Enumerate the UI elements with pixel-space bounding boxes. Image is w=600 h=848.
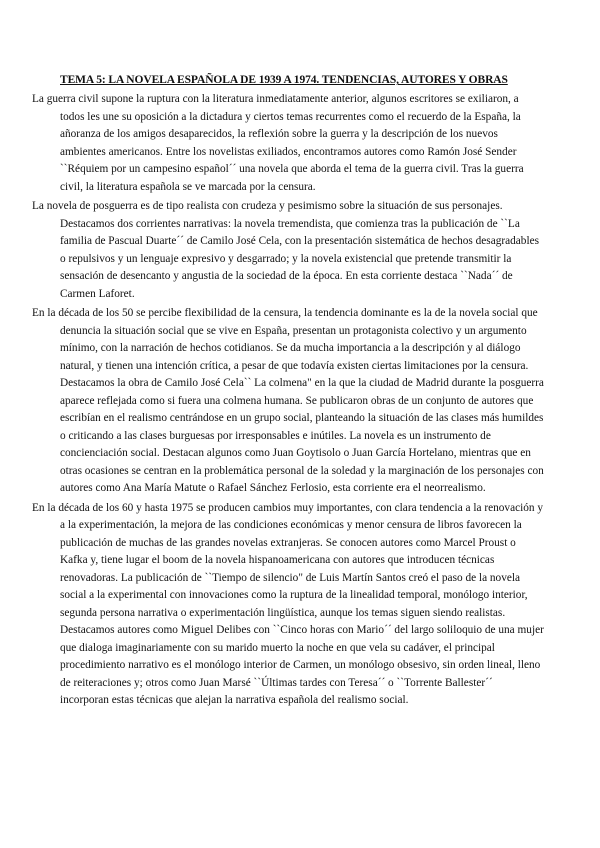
- document-page: [32, 72, 544, 712]
- document-title: TEMA 5: LA NOVELA ESPAÑOLA DE 1939 A 1974. TENDENCIAS, AUTORES Y OBRAS: [60, 74, 508, 86]
- paragraph-postwar-novel: La novela de posguerra es de tipo realista con crudeza y pesimismo sobre la situación de sus personajes. Destacamos dos corrientes narrativas: la novela tremendista, que comienza tras la publicación de ``La familia de Pascual Duarte´´ de Camilo José Cela, con la presentación sistemática de hechos desagradables o repulsivos y un lenguaje expresivo y desgarrado; y la novela existencial que pretende transmitir la sensación de desencanto y angustia de la sociedad de la época. En esta corriente destaca ``Nada´´ de Carmen Laforet.: [32, 200, 539, 300]
- paragraph-sixties-experimental-novel: En la década de los 60 y hasta 1975 se producen cambios muy importantes, con clara tendencia a la renovación y a la experimentación, la mejora de las condiciones económicas y menor censura de libros favorecen la publicación de muchas de las grandes novelas extranjeras. Se conocen autores como Marcel Proust o Kafka y, tiene lugar el boom de la novela hispanoamericana con autores que introducen técnicas renovadoras. La publicación de ``Tiempo de silencio" de Luis Martín Santos creó el paso de la novela social a la experimental con innovaciones como la ruptura de la linealidad temporal, monólogo interior, segunda persona narrativa o experimentación lingüística, aunque los temas siguen siendo realistas. Destacamos autores como Miguel Delibes con ``Cinco horas con Mario´´ del largo soliloquio de una mujer que dialoga imaginariamente con su marido muerto la noche en que vela su cadáver, el principal procedimiento narrativo es el monólogo interior de Carmen, un monólogo obsesivo, sin orden lineal, lleno de reiteraciones y; otros como Juan Marsé ``Últimas tardes con Teresa´´ o ``Torrente Ballester´´ incorporan estas técnicas que alejan la narrativa española del realismo social.: [32, 501, 544, 706]
- paragraph-exile: La guerra civil supone la ruptura con la literatura inmediatamente anterior, algunos escritores se exiliaron, a todos les une su oposición a la dictadura y ciertos temas recurrentes como el recuerdo de la España, la añoranza de los amigos desaparecidos, la reflexión sobre la guerra y la descripción de los nuevos ambientes americanos. Entre los novelistas exiliados, encontramos autores como Ramón José Sender ``Réquiem por un campesino español´´ una novela que aborda el tema de la guerra civil. Tras la guerra civil, la literatura española se ve marcada por la censura.: [32, 93, 524, 193]
- paragraph-fifties-social-novel: En la década de los 50 se percibe flexibilidad de la censura, la tendencia dominante es la de la novela social que denuncia la situación social que se vive en España, presentan un protagonista colectivo y un argumento mínimo, con la narración de hechos cotidianos. Se da mucha importancia a la descripción y al diálogo natural, y tienen una intención crítica, a pesar de que todavía existen ciertas limitaciones por la censura. Destacamos la obra de Camilo José Cela`` La colmena" en la que la ciudad de Madrid durante la posguerra aparece reflejada como si fuera una colmena humana. Se publicaron obras de un conjunto de autores que escribían en el realismo centrándose en un grupo social, planteando la situación de las clases más humildes o criticando a las clases burguesas por irresponsables e inútiles. La novela es un instrumento de concienciación social. Destacan algunos como Juan Goytisolo o Juan García Hortelano, mientras que en otras ocasiones se centran en la problemática personal de la soledad y la marginación de los personajes con autores como Ana María Matute o Rafael Sánchez Ferlosio, esta corriente era el neorrealismo.: [32, 307, 544, 494]
